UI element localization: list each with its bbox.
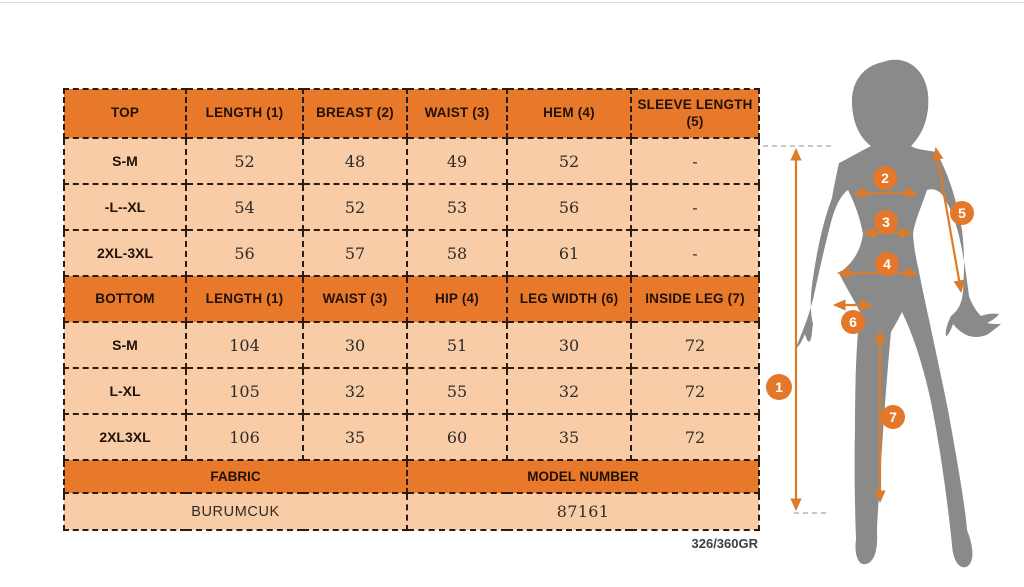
column-header-cell: LENGTH (1): [186, 276, 303, 322]
size-chart-table: [63, 88, 760, 531]
marker-number: 2: [881, 170, 889, 186]
marker-number: 1: [775, 379, 783, 395]
table-row: [64, 184, 759, 230]
column-header-cell: INSIDE LEG (7): [631, 276, 759, 322]
value-cell: 53: [407, 184, 507, 230]
column-header-cell: HEM (4): [507, 89, 631, 138]
model-number-header-cell: MODEL NUMBER: [407, 460, 759, 493]
footer-header-row: [64, 460, 759, 493]
fabric-header-cell: FABRIC: [64, 460, 407, 493]
marker-number: 7: [889, 409, 897, 425]
value-cell: 61: [507, 230, 631, 276]
column-header-cell: LENGTH (1): [186, 89, 303, 138]
value-cell: 30: [303, 322, 407, 368]
value-cell: 55: [407, 368, 507, 414]
marker-number: 3: [882, 214, 890, 230]
bottom-section-header: [64, 276, 759, 322]
weight-note: 326/360GR: [691, 536, 758, 551]
value-cell: 72: [631, 368, 759, 414]
table-row: [64, 138, 759, 184]
table-row: [64, 368, 759, 414]
row-label-cell: 2XL-3XL: [64, 230, 186, 276]
value-cell: 105: [186, 368, 303, 414]
measure-marker-7: [881, 405, 905, 429]
table-row: [64, 322, 759, 368]
value-cell: 106: [186, 414, 303, 460]
row-label-cell: L-XL: [64, 368, 186, 414]
value-cell: 32: [303, 368, 407, 414]
value-cell: 35: [303, 414, 407, 460]
column-header-cell: BREAST (2): [303, 89, 407, 138]
table-row: [64, 276, 759, 322]
measure-marker-6: [841, 310, 865, 334]
value-cell: 30: [507, 322, 631, 368]
measure-marker-5: [950, 201, 974, 225]
top-section-rows: [64, 138, 759, 276]
value-cell: 51: [407, 322, 507, 368]
value-cell: -: [631, 230, 759, 276]
table-row: [64, 230, 759, 276]
measure-marker-4: [875, 252, 899, 276]
value-cell: 52: [303, 184, 407, 230]
value-cell: -: [631, 138, 759, 184]
value-cell: 52: [507, 138, 631, 184]
bottom-section-rows: [64, 322, 759, 460]
measurement-figure: [755, 40, 1024, 585]
measure-marker-1: [766, 374, 792, 400]
column-header-cell: SLEEVE LENGTH (5): [631, 89, 759, 138]
value-cell: 72: [631, 322, 759, 368]
column-header-cell: BOTTOM: [64, 276, 186, 322]
footer-value-row: [64, 493, 759, 530]
fabric-value-cell: BURUMCUK: [64, 493, 407, 530]
value-cell: 52: [186, 138, 303, 184]
column-header-cell: WAIST (3): [407, 89, 507, 138]
marker-number: 5: [958, 205, 966, 221]
column-header-cell: HIP (4): [407, 276, 507, 322]
measure-marker-2: [873, 166, 897, 190]
value-cell: -: [631, 184, 759, 230]
value-cell: 54: [186, 184, 303, 230]
value-cell: 58: [407, 230, 507, 276]
value-cell: 48: [303, 138, 407, 184]
value-cell: 32: [507, 368, 631, 414]
column-header-cell: LEG WIDTH (6): [507, 276, 631, 322]
measure-marker-3: [874, 210, 898, 234]
marker-number: 4: [883, 256, 891, 272]
row-label-cell: -L--XL: [64, 184, 186, 230]
value-cell: 56: [186, 230, 303, 276]
value-cell: 56: [507, 184, 631, 230]
table-row: [64, 414, 759, 460]
value-cell: 49: [407, 138, 507, 184]
value-cell: 104: [186, 322, 303, 368]
column-header-cell: TOP: [64, 89, 186, 138]
value-cell: 57: [303, 230, 407, 276]
page-top-divider: [0, 2, 1024, 3]
row-label-cell: S-M: [64, 322, 186, 368]
top-section-header: [64, 89, 759, 138]
woman-silhouette: [795, 60, 1001, 568]
value-cell: 35: [507, 414, 631, 460]
value-cell: 60: [407, 414, 507, 460]
table-row: [64, 89, 759, 138]
row-label-cell: S-M: [64, 138, 186, 184]
column-header-cell: WAIST (3): [303, 276, 407, 322]
model-number-value-cell: 87161: [407, 493, 759, 530]
footer-section: [64, 460, 759, 530]
value-cell: 72: [631, 414, 759, 460]
marker-number: 6: [849, 314, 857, 330]
row-label-cell: 2XL3XL: [64, 414, 186, 460]
